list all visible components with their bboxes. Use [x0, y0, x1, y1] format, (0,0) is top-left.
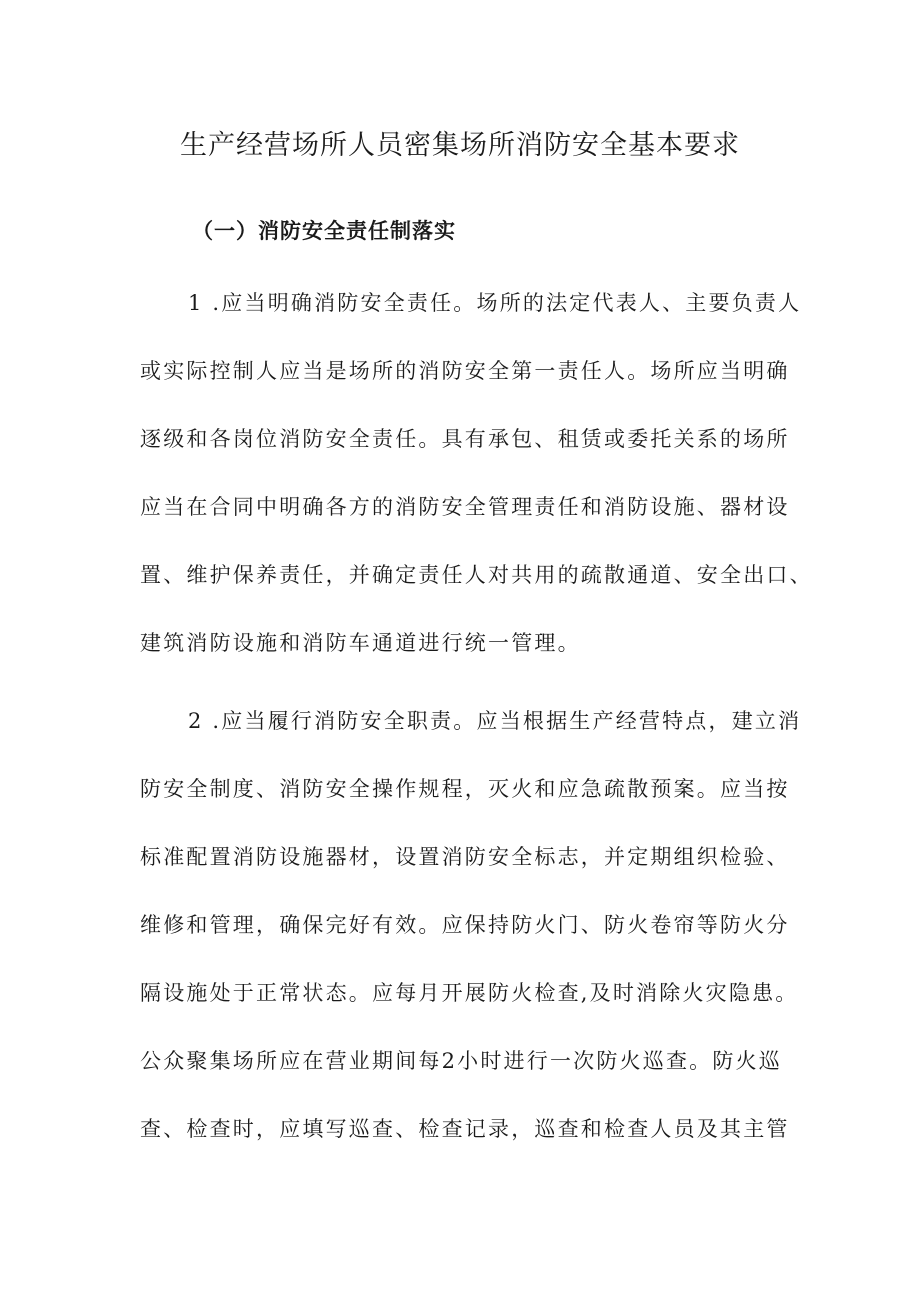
document-title: 生产经营场所人员密集场所消防安全基本要求	[180, 130, 740, 161]
paragraph-line: 建筑消防设施和消防车通道进行统一管理。	[140, 631, 581, 655]
section-heading: （一）消防安全责任制落实	[192, 218, 456, 243]
paragraph-line: 查、检查时，应填写巡查、检查记录，巡查和检查人员及其主管	[140, 1117, 790, 1141]
paragraph-line: 隔设施处于正常状态。应每月开展防火检查,及时消除火灾隐患。	[140, 981, 799, 1005]
paragraph-line: 1 .应当明确消防安全责任。场所的法定代表人、主要负责人	[188, 291, 802, 315]
paragraph-line: 标准配置消防设施器材，设置消防安全标志，并定期组织检验、	[140, 845, 790, 869]
paragraph-line: 置、维护保养责任，并确定责任人对共用的疏散通道、安全出口、	[140, 563, 813, 587]
paragraph-line: 或实际控制人应当是场所的消防安全第一责任人。场所应当明确	[140, 359, 790, 383]
paragraph-line: 维修和管理，确保完好有效。应保持防火门、防火卷帘等防火分	[140, 913, 790, 937]
paragraph-line: 公众聚集场所应在营业期间每2小时进行一次防火巡查。防火巡	[140, 1049, 782, 1073]
paragraph-line: 应当在合同中明确各方的消防安全管理责任和消防设施、器材设	[140, 495, 790, 519]
paragraph-line: 2 .应当履行消防安全职责。应当根据生产经营特点，建立消	[188, 709, 802, 733]
paragraph-line: 防安全制度、消防安全操作规程，灭火和应急疏散预案。应当按	[140, 777, 790, 801]
paragraph-line: 逐级和各岗位消防安全责任。具有承包、租赁或委托关系的场所	[140, 427, 790, 451]
